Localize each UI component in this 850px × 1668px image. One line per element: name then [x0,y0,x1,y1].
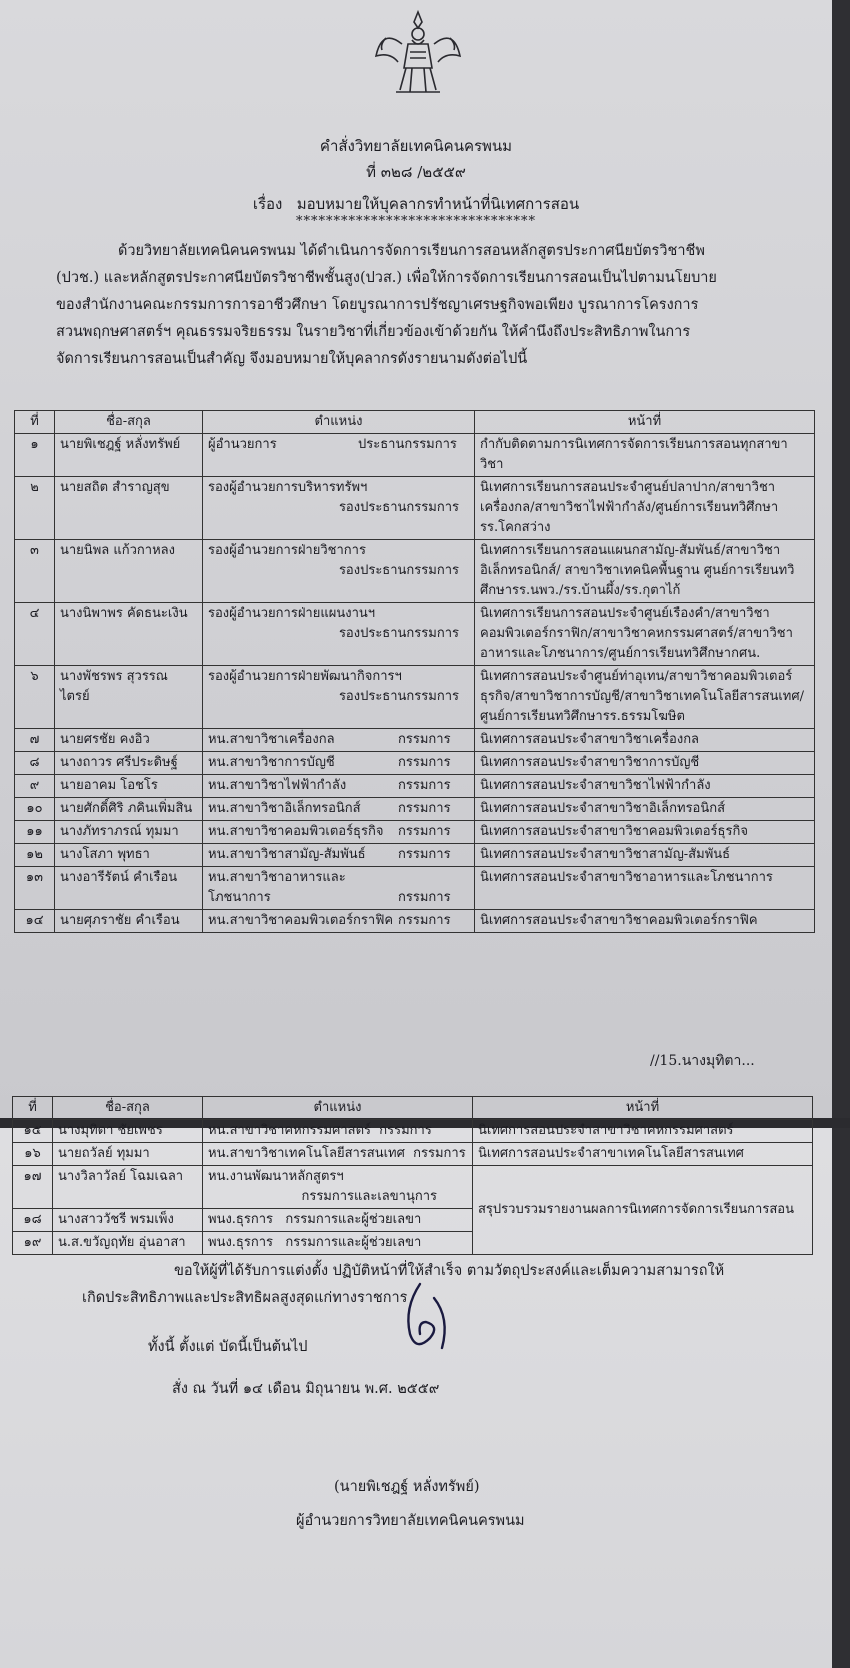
position-role: กรรมการ [398,778,451,793]
position-title: หน.สาขาวิชาการบัญชี [208,755,335,770]
row-no: ๑๕ [13,1120,53,1143]
subject-text: มอบหมายให้บุคลากรทำหน้าที่นิเทศการสอน [296,195,580,213]
intro-line: ของสำนักงานคณะกรรมการการอาชีวศึกษา โดยบูรณาการปรัชญาเศรษฐกิจพอเพียง บูรณาการโครงการ [56,297,699,313]
row-name: นายศรชัย คงอิว [55,729,203,752]
table-row [15,752,815,775]
position-title: รองผู้อำนวยการฝ่ายพัฒนากิจการฯ [208,669,402,684]
col-header-no: ที่ [15,411,55,434]
row-name: นางมุทิตา ชัยเพชร [53,1120,203,1143]
intro-line: จัดการเรียนการสอนเป็นสำคัญ จึงมอบหมายให้บุคลากรดังรายนามดังต่อไปนี้ [56,351,528,367]
row-position [203,775,475,798]
position-role: กรรมการ [398,801,451,816]
position-title: ผู้อำนวยการ [208,437,277,452]
row-name: นายศักดิ์ศิริ ภคินเพิ่มสิน [55,798,203,821]
row-duty: นิเทศการสอนประจำสาขาวิชาคหกรรมศาสตร์ [473,1120,813,1143]
row-duty: นิเทศการเรียนการสอนประจำศูนย์ปลาปาก/สาขาวิชาเครื่องกล/สาขาวิชาไฟฟ้ากำลัง/ศูนย์การเรียนทวิศึกษารร.โคกสว่าง [475,477,815,540]
position-role: รองประธานกรรมการ [338,500,459,515]
row-duty: นิเทศการสอนประจำศูนย์ท่าอุเทน/สาขาวิชาคอมพิวเตอร์ธุรกิจ/สาขาวิชาการบัญชี/สาขาวิชาเทคโนโลยีสารสนเทศ/ศูนย์การเรียนทวิศึกษารร.ธรรมโฆษิต [475,666,815,729]
position-role: กรรมการและผู้ช่วยเลขา [285,1212,422,1227]
table-row [15,775,815,798]
table-row [13,1120,813,1143]
position-role: กรรมการ [398,732,451,747]
row-position [203,434,475,477]
table-row [15,477,815,540]
row-no: ๘ [15,752,55,775]
closing-line: ขอให้ผู้ที่ได้รับการแต่งตั้ง ปฏิบัติหน้าที่ให้สำเร็จ ตามวัตถุประสงค์และเต็มความสามารถให้ [174,1263,725,1279]
row-no: ๑๔ [15,910,55,933]
position-title: หน.สาขาวิชาคอมพิวเตอร์ธุรกิจ [208,824,384,839]
table-row [15,867,815,910]
continuation-note: //15.นางมุทิตา... [650,1053,755,1069]
table-row [15,910,815,933]
row-no: ๑๐ [15,798,55,821]
position-role: รองประธานกรรมการ [338,563,459,578]
position-title: หน.สาขาวิชาคหกรรมศาสตร์ [208,1123,372,1138]
row-position [203,477,475,540]
row-position [203,910,475,933]
position-role: กรรมการและผู้ช่วยเลขา [285,1235,422,1250]
row-name: นายถวัลย์ ทุมมา [53,1143,203,1166]
subject-label: เรื่อง [252,195,283,213]
position-title: หน.สาขาวิชาสามัญ-สัมพันธ์ [208,847,366,862]
row-name: นายนิพล แก้วกาหลง [55,540,203,603]
row-no: ๑๘ [13,1209,53,1232]
effective-date-line: ทั้งนี้ ตั้งแต่ บัดนี้เป็นต้นไป [148,1339,308,1355]
row-name: นางถาวร ศรีประดิษฐ์ [55,752,203,775]
table-row [15,844,815,867]
row-position [203,1209,473,1232]
position-role: กรรมการ [413,1146,466,1161]
row-position [203,603,475,666]
order-title: คำสั่งวิทยาลัยเทคนิคนครพนม [319,137,513,155]
intro-line: ด้วยวิทยาลัยเทคนิคนครพนม ได้ดำเนินการจัดการเรียนการสอนหลักสูตรประกาศนียบัตรวิชาชีพ [118,243,705,259]
position-title: รองผู้อำนวยการฝ่ายวิชาการ [208,543,366,558]
col-header-name: ชื่อ-สกุล [53,1097,203,1120]
position-title: หน.สาขาวิชาเทคโนโลยีสารสนเทศ [208,1146,405,1161]
row-name: นางวิลาวัลย์ โฉมเฉลา [53,1166,203,1209]
row-name: นางโสภา พุทธา [55,844,203,867]
table-row [15,603,815,666]
row-duty: นิเทศการสอนประจำสาขาวิชาการบัญชี [475,752,815,775]
row-name: นางพัชรพร สุวรรณไตรย์ [55,666,203,729]
col-header-duty: หน้าที่ [475,411,815,434]
row-position [203,729,475,752]
position-title: หน.สาขาวิชาไฟฟ้ากำลัง [208,778,347,793]
row-name: นายศุภราชัย คำเรือน [55,910,203,933]
table-row [15,729,815,752]
row-position [203,844,475,867]
row-no: ๗ [15,729,55,752]
row-name: นายสถิต สำราญสุข [55,477,203,540]
row-position [203,666,475,729]
order-number: ที่ ๓๒๘ /๒๕๕๙ [366,163,466,181]
table-row [15,434,815,477]
position-role: กรรมการ [398,824,451,839]
col-header-no: ที่ [13,1097,53,1120]
row-duty: นิเทศการสอนประจำสาขาวิชาคอมพิวเตอร์กราฟิค [475,910,815,933]
position-role: กรรมการและเลขานุการ [301,1189,437,1204]
row-duty: กำกับติดตามการนิเทศการจัดการเรียนการสอนทุกสาขาวิชา [475,434,815,477]
row-position [203,867,475,910]
position-role: กรรมการ [379,1123,432,1138]
position-role: กรรมการ [398,890,451,905]
row-no: ๑ [15,434,55,477]
signer-name: (นายพิเชฎฐ์ หลั่งทรัพย์) [334,1479,480,1495]
position-role: กรรมการ [398,847,451,862]
row-position [203,1143,473,1166]
roster-table-page2 [12,1096,813,1255]
col-header-duty: หน้าที่ [473,1097,813,1120]
position-title: รองผู้อำนวยการฝ่ายแผนงานฯ [208,606,376,621]
row-name: น.ส.ขวัญฤทัย อุ่นอาสา [53,1232,203,1255]
row-no: ๖ [15,666,55,729]
row-position [203,1232,473,1255]
table-row [13,1166,813,1209]
position-role: รองประธานกรรมการ [338,626,459,641]
position-title: รองผู้อำนวยการบริหารทรัพฯ [208,480,368,495]
position-title: หน.สาขาวิชาเครื่องกล [208,732,335,747]
row-duty: นิเทศการสอนประจำสาขาวิชาสามัญ-สัมพันธ์ [475,844,815,867]
position-role: ประธานกรรมการ [358,437,457,452]
row-position [203,752,475,775]
table-row [15,540,815,603]
row-duty: นิเทศการสอนประจำสาขาเทคโนโลยีสารสนเทศ [473,1143,813,1166]
row-name: นางนิพาพร คัดธนะเงิน [55,603,203,666]
position-title: หน.สาขาวิชาอาหารและโภชนาการ [208,870,346,905]
row-name: นางภัทราภรณ์ ทุมมา [55,821,203,844]
row-no: ๒ [15,477,55,540]
position-title: หน.สาขาวิชาอิเล็กทรอนิกส์ [208,801,361,816]
col-header-position: ตำแหน่ง [203,411,475,434]
row-no: ๑๓ [15,867,55,910]
row-no: ๙ [15,775,55,798]
intro-line: สวนพฤกษศาสตร์ฯ คุณธรรมจริยธรรม ในรายวิชาที่เกี่ยวข้องเข้าด้วยกัน ให้คำนึงถึงประสิทธิภาพในการ [56,324,691,340]
position-title: หน.สาขาวิชาคอมพิวเตอร์กราฟิค [208,913,394,928]
row-duty: นิเทศการสอนประจำสาขาวิชาไฟฟ้ากำลัง [475,775,815,798]
signer-title: ผู้อำนวยการวิทยาลัยเทคนิคนครพนม [296,1513,525,1529]
roster-table-page1 [14,410,815,933]
col-header-name: ชื่อ-สกุล [55,411,203,434]
table-row [13,1143,813,1166]
row-no: ๔ [15,603,55,666]
row-position [203,540,475,603]
position-role: รองประธานกรรมการ [338,689,459,704]
row-position [203,798,475,821]
table-header-row [15,411,815,434]
table-row [15,798,815,821]
table-header-row [13,1097,813,1120]
col-header-position: ตำแหน่ง [203,1097,473,1120]
row-no: ๑๗ [13,1166,53,1209]
position-title: พนง.ธุรการ [208,1235,274,1250]
position-role: กรรมการ [398,755,451,770]
closing-line: เกิดประสิทธิภาพและประสิทธิผลสูงสุดแก่ทางราชการ [82,1290,408,1306]
table-row [15,821,815,844]
row-name: นางอารีรัตน์ คำเรือน [55,867,203,910]
row-duty: นิเทศการสอนประจำสาขาวิชาอิเล็กทรอนิกส์ [475,798,815,821]
row-position [203,1120,473,1143]
row-duty: นิเทศการเรียนการสอนประจำศูนย์เรืองคำ/สาขาวิชาคอมพิวเตอร์กราฟิก/สาขาวิชาคหกรรมศาสตร์/สาขาวิชาอาหารและโภชนาการ/ศูนย์การเรียนทวิศึกษากศน. [475,603,815,666]
row-duty-merged: สรุปรวบรวมรายงานผลการนิเทศการจัดการเรียนการสอน [473,1166,813,1255]
row-position [203,821,475,844]
position-role: กรรมการ [398,913,451,928]
row-no: ๑๖ [13,1143,53,1166]
row-no: ๑๙ [13,1232,53,1255]
row-no: ๑๑ [15,821,55,844]
row-name: นางสาววัชรี พรมเพ็ง [53,1209,203,1232]
signature-mark [390,1278,460,1358]
table-row [15,666,815,729]
row-name: นายอาคม โอชโร [55,775,203,798]
row-duty: นิเทศการสอนประจำสาขาวิชาอาหารและโภชนาการ [475,867,815,910]
row-duty: นิเทศการสอนประจำสาขาวิชาเครื่องกล [475,729,815,752]
row-name: นายพิเชฎฐ์ หลั่งทรัพย์ [55,434,203,477]
row-position [203,1166,473,1209]
row-no: ๑๒ [15,844,55,867]
row-duty: นิเทศการสอนประจำสาขาวิชาคอมพิวเตอร์ธุรกิจ [475,821,815,844]
position-title: พนง.ธุรการ [208,1212,274,1227]
intro-paragraph [56,238,816,373]
row-no: ๓ [15,540,55,603]
intro-line: (ปวช.) และหลักสูตรประกาศนียบัตรวิชาชีพชั้นสูง(ปวส.) เพื่อให้การจัดการเรียนการสอนเป็นไปตามนโยบาย [56,270,717,286]
document-page-2 [0,1100,832,1668]
row-duty: นิเทศการเรียนการสอนแผนกสามัญ-สัมพันธ์/สาขาวิชาอิเล็กทรอนิกส์/ สาขาวิชาเทคนิคพื้นฐาน ศูนย์การเรียนทวิศึกษารร.นพว./รร.บ้านผึ้ง/รร.กุตาไก้ [475,540,815,603]
order-subject [0,192,832,216]
separator-stars: ******************************** [296,214,536,229]
order-date: สั่ง ณ วันที่ ๑๔ เดือน มิถุนายน พ.ศ. ๒๕๕๙ [172,1381,440,1397]
garuda-emblem-icon [372,8,464,104]
position-title: หน.งานพัฒนาหลักสูตรฯ [208,1169,344,1184]
